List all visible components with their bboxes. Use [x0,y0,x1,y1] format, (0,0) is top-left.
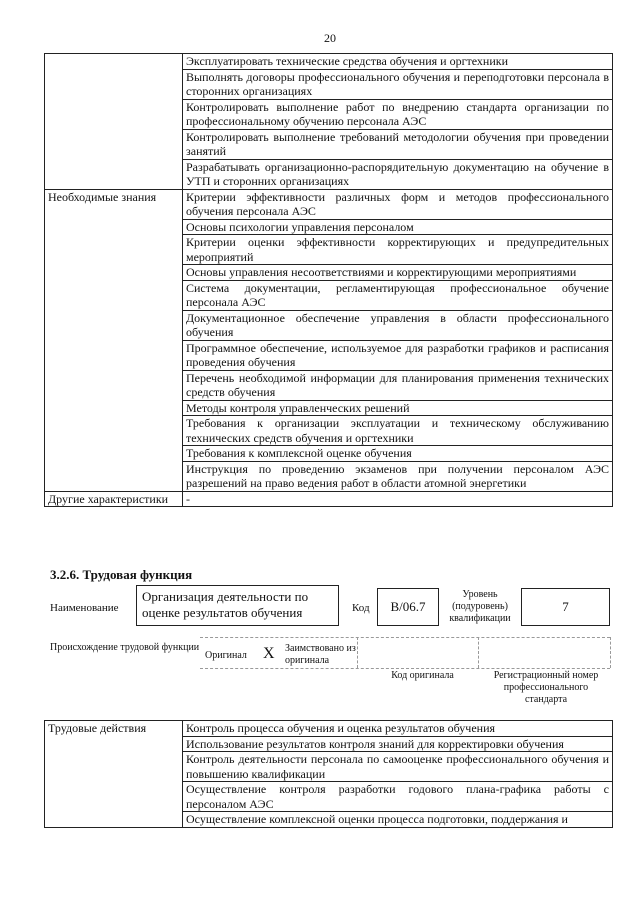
level-value-box: 7 [521,588,610,626]
row-item: Требования к комплексной оценке обучения [183,446,613,462]
row-item: Критерии оценки эффективности корректирующих и предупредительных мероприятий [183,235,613,265]
reg-number-label: Регистрационный номер профессионального стандарта [493,670,599,705]
row-label: Необходимые знания [45,189,183,491]
section-title: 3.2.6. Трудовая функция [50,567,193,582]
original-mark: X [263,645,275,662]
row-item: Система документации, регламентирующая профессиональное обучение персонала АЭС [183,280,613,310]
row-item: Программное обеспечение, используемое для разработки графиков и расписания проведения обучения [183,340,613,370]
original-label: Оригинал [205,650,247,661]
row-item: Разрабатывать организационно-распорядительную документацию на обучение в УТП и сторонних организациях [183,159,613,189]
row-item: Перечень необходимой информации для планирования применения технических средств обучения [183,370,613,400]
row-item: Критерии эффективности различных форм и методов профессионального обучения персонала АЭС [183,189,613,219]
origin-divider-1 [357,637,358,668]
origin-label: Происхождение трудовой функции [50,642,200,653]
table-row [45,491,613,507]
row-item: Основы психологии управления персоналом [183,219,613,235]
table-row [45,54,613,70]
labor-actions-table [44,720,613,828]
row-label: Другие характеристики [45,491,183,507]
origin-divider-2 [478,637,479,668]
row-item: Документационное обеспечение управления в области профессионального обучения [183,310,613,340]
row-item: Осуществление контроля разработки годового плана-графика работы с персоналом АЭС [183,782,613,812]
row-item: Эксплуатировать технические средства обучения и оргтехники [183,54,613,70]
row-item: Использование результатов контроля знаний для корректировки обучения [183,736,613,752]
page-number: 20 [324,31,336,45]
row-item: Основы управления несоответствиями и корректирующими мероприятиями [183,265,613,281]
function-name-box: Организация деятельности по оценке результатов обучения [136,585,339,626]
row-item: Контролировать выполнение требований методологии обучения при проведении занятий [183,129,613,159]
skills-knowledge-table [44,53,613,507]
name-label: Наименование [50,602,119,614]
row-item: Контроль процесса обучения и оценка результатов обучения [183,721,613,737]
code-value-box: B/06.7 [377,588,439,626]
code-label: Код [352,602,370,614]
table-row [45,189,613,219]
row-item: Выполнять договоры профессионального обучения и переподготовки персонала в сторонних организациях [183,69,613,99]
borrowed-label: Заимствовано из оригинала [285,643,356,666]
origin-divider-3 [610,637,611,668]
row-item: Требования к организации эксплуатации и техническому обслуживанию технических средств обучения и оргтехники [183,416,613,446]
level-label: Уровень (подуровень) квалификации [449,589,511,624]
row-item: Методы контроля управленческих решений [183,400,613,416]
origin-bottom-line [200,668,610,669]
row-item: Контроль деятельности персонала по самооценке профессионального обучения и повышению квалификации [183,752,613,782]
row-label [45,54,183,190]
row-item: Контролировать выполнение работ по внедрению стандарта организации по профессиональному обучению персонала АЭС [183,99,613,129]
origin-top-line [200,637,610,638]
code-original-label: Код оригинала [391,670,454,681]
row-label: Трудовые действия [45,721,183,828]
row-item: Осуществление комплексной оценки процесса подготовки, поддержания и [183,812,613,828]
row-item: Инструкция по проведению экзаменов при получении персоналом АЭС разрешений на право ведения работ в области атомной энергетики [183,461,613,491]
table-row [45,721,613,737]
row-item: - [183,491,613,507]
table1-body [45,54,613,507]
table2-body [45,721,613,828]
